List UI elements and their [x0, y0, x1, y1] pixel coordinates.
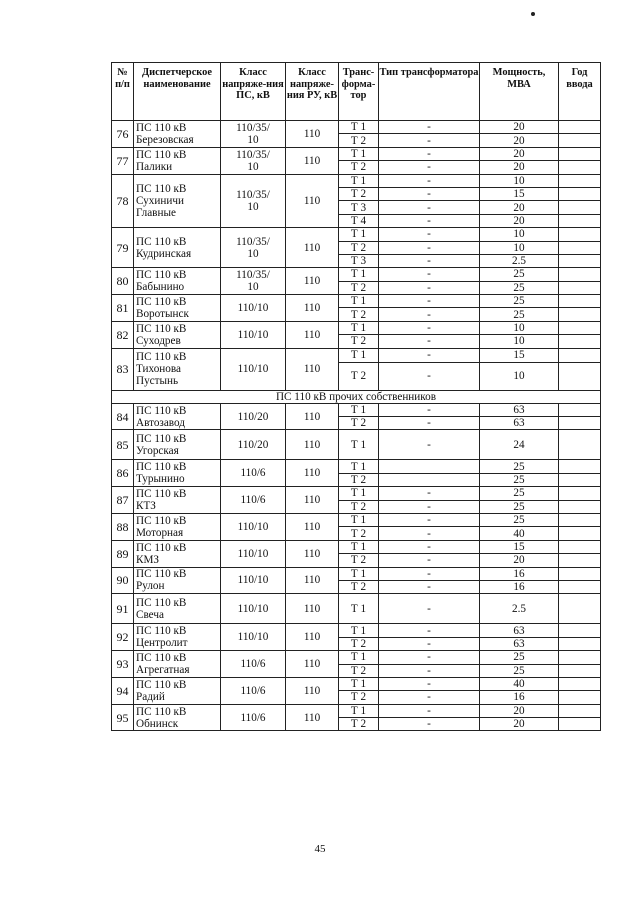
substation-table [111, 62, 601, 731]
power-mva: 25 [480, 664, 559, 677]
power-mva: 10 [480, 362, 559, 390]
transformer-type: - [379, 187, 480, 200]
header-year: Год ввода [559, 63, 601, 121]
table-row [112, 228, 601, 241]
ps-voltage-class: 110/10 [221, 513, 286, 540]
ru-voltage-class: 110 [286, 348, 339, 390]
row-number: 84 [112, 403, 134, 430]
transformer-id: Т 2 [339, 554, 379, 567]
table-row [112, 487, 601, 500]
substation-name: ПС 110 кВ Агрегатная [134, 651, 221, 678]
table-row [112, 704, 601, 717]
table-row [112, 403, 601, 416]
row-number: 83 [112, 348, 134, 390]
ps-voltage-class: 110/10 [221, 624, 286, 651]
ps-voltage-class: 110/35/ 10 [221, 147, 286, 174]
table-row [112, 677, 601, 690]
ru-voltage-class: 110 [286, 403, 339, 430]
commission-year [559, 637, 601, 650]
power-mva: 25 [480, 513, 559, 526]
row-number: 79 [112, 228, 134, 268]
ru-voltage-class: 110 [286, 513, 339, 540]
transformer-type: - [379, 624, 480, 637]
ps-voltage-class: 110/6 [221, 651, 286, 678]
transformer-type: - [379, 335, 480, 348]
transformer-id: Т 1 [339, 403, 379, 416]
transformer-id: Т 1 [339, 594, 379, 624]
transformer-type [379, 473, 480, 486]
transformer-id: Т 1 [339, 295, 379, 308]
transformer-type: - [379, 500, 480, 513]
transformer-id: Т 2 [339, 161, 379, 174]
power-mva: 63 [480, 624, 559, 637]
ru-voltage-class: 110 [286, 268, 339, 295]
transformer-id: Т 1 [339, 651, 379, 664]
transformer-id: Т 1 [339, 268, 379, 281]
commission-year [559, 308, 601, 321]
power-mva: 25 [480, 295, 559, 308]
transformer-id: Т 2 [339, 308, 379, 321]
power-mva: 16 [480, 567, 559, 580]
transformer-type: - [379, 540, 480, 553]
transformer-type: - [379, 362, 480, 390]
commission-year [559, 281, 601, 294]
ps-voltage-class: 110/10 [221, 321, 286, 348]
transformer-id: Т 1 [339, 460, 379, 473]
row-number: 81 [112, 295, 134, 322]
ps-voltage-class: 110/10 [221, 540, 286, 567]
ru-voltage-class: 110 [286, 677, 339, 704]
transformer-type: - [379, 567, 480, 580]
transformer-id: Т 2 [339, 335, 379, 348]
ps-voltage-class: 110/35/ 10 [221, 228, 286, 268]
transformer-type: - [379, 348, 480, 362]
transformer-type: - [379, 281, 480, 294]
ps-voltage-class: 110/20 [221, 430, 286, 460]
transformer-type: - [379, 487, 480, 500]
row-number: 76 [112, 121, 134, 148]
transformer-type [379, 460, 480, 473]
transformer-type: - [379, 637, 480, 650]
commission-year [559, 691, 601, 704]
ps-voltage-class: 110/35/ 10 [221, 268, 286, 295]
table-row [112, 268, 601, 281]
power-mva: 63 [480, 417, 559, 430]
commission-year [559, 214, 601, 227]
power-mva: 25 [480, 281, 559, 294]
table-row [112, 567, 601, 580]
ps-voltage-class: 110/10 [221, 594, 286, 624]
transformer-type: - [379, 201, 480, 214]
power-mva: 20 [480, 554, 559, 567]
commission-year [559, 321, 601, 334]
substation-name: ПС 110 кВ Радий [134, 677, 221, 704]
commission-year [559, 527, 601, 540]
power-mva: 63 [480, 403, 559, 416]
commission-year [559, 718, 601, 731]
transformer-type: - [379, 228, 480, 241]
power-mva: 25 [480, 651, 559, 664]
ps-voltage-class: 110/6 [221, 487, 286, 514]
header-name: Диспетчерское наименование [134, 63, 221, 121]
table-row [112, 594, 601, 624]
power-mva: 20 [480, 201, 559, 214]
substation-name: ПС 110 кВ Суходрев [134, 321, 221, 348]
commission-year [559, 174, 601, 187]
transformer-id: Т 2 [339, 241, 379, 254]
table-row [112, 460, 601, 473]
transformer-type: - [379, 241, 480, 254]
ps-voltage-class: 110/6 [221, 704, 286, 731]
row-number: 93 [112, 651, 134, 678]
ru-voltage-class: 110 [286, 321, 339, 348]
transformer-type: - [379, 321, 480, 334]
row-number: 88 [112, 513, 134, 540]
substation-name: ПС 110 кВ Обнинск [134, 704, 221, 731]
ru-voltage-class: 110 [286, 228, 339, 268]
power-mva: 40 [480, 527, 559, 540]
table-row [112, 624, 601, 637]
commission-year [559, 554, 601, 567]
power-mva: 20 [480, 704, 559, 717]
ps-voltage-class: 110/35/ 10 [221, 174, 286, 228]
header-power: Мощность, МВА [480, 63, 559, 121]
commission-year [559, 430, 601, 460]
commission-year [559, 540, 601, 553]
transformer-type: - [379, 704, 480, 717]
power-mva: 25 [480, 500, 559, 513]
transformer-id: Т 1 [339, 567, 379, 580]
commission-year [559, 473, 601, 486]
ps-voltage-class: 110/35/ 10 [221, 121, 286, 148]
row-number: 82 [112, 321, 134, 348]
transformer-id: Т 1 [339, 430, 379, 460]
row-number: 87 [112, 487, 134, 514]
substation-name: ПС 110 кВ Центролит [134, 624, 221, 651]
transformer-id: Т 4 [339, 214, 379, 227]
power-mva: 24 [480, 430, 559, 460]
transformer-type: - [379, 430, 480, 460]
commission-year [559, 664, 601, 677]
transformer-type: - [379, 161, 480, 174]
transformer-id: Т 2 [339, 527, 379, 540]
commission-year [559, 500, 601, 513]
row-number: 91 [112, 594, 134, 624]
commission-year [559, 335, 601, 348]
power-mva: 2.5 [480, 254, 559, 267]
row-number: 86 [112, 460, 134, 487]
transformer-id: Т 1 [339, 704, 379, 717]
power-mva: 25 [480, 308, 559, 321]
power-mva: 15 [480, 348, 559, 362]
transformer-id: Т 1 [339, 677, 379, 690]
power-mva: 10 [480, 174, 559, 187]
transformer-id: Т 2 [339, 691, 379, 704]
commission-year [559, 624, 601, 637]
ru-voltage-class: 110 [286, 540, 339, 567]
table-header-row [112, 63, 601, 121]
power-mva: 25 [480, 460, 559, 473]
transformer-type: - [379, 403, 480, 416]
ps-voltage-class: 110/10 [221, 348, 286, 390]
section-title: ПС 110 кВ прочих собственников [112, 390, 601, 403]
transformer-type: - [379, 594, 480, 624]
transformer-id: Т 2 [339, 417, 379, 430]
transformer-type: - [379, 174, 480, 187]
commission-year [559, 147, 601, 160]
transformer-id: Т 1 [339, 487, 379, 500]
header-ru-class: Класс напряже-ния РУ, кВ [286, 63, 339, 121]
transformer-type: - [379, 651, 480, 664]
transformer-id: Т 2 [339, 473, 379, 486]
commission-year [559, 241, 601, 254]
commission-year [559, 580, 601, 593]
row-number: 85 [112, 430, 134, 460]
commission-year [559, 704, 601, 717]
power-mva: 20 [480, 161, 559, 174]
table-row [112, 513, 601, 526]
header-type: Тип трансформатора [379, 63, 480, 121]
ru-voltage-class: 110 [286, 594, 339, 624]
transformer-type: - [379, 527, 480, 540]
ru-voltage-class: 110 [286, 651, 339, 678]
power-mva: 16 [480, 691, 559, 704]
transformer-type: - [379, 677, 480, 690]
power-mva: 10 [480, 335, 559, 348]
commission-year [559, 134, 601, 147]
transformer-type: - [379, 268, 480, 281]
transformer-id: Т 1 [339, 321, 379, 334]
substation-name: ПС 110 кВ Турынино [134, 460, 221, 487]
commission-year [559, 161, 601, 174]
ru-voltage-class: 110 [286, 121, 339, 148]
commission-year [559, 121, 601, 134]
power-mva: 63 [480, 637, 559, 650]
transformer-type: - [379, 214, 480, 227]
transformer-id: Т 2 [339, 580, 379, 593]
table-row [112, 321, 601, 334]
transformer-id: Т 1 [339, 147, 379, 160]
transformer-id: Т 2 [339, 362, 379, 390]
transformer-type: - [379, 554, 480, 567]
ru-voltage-class: 110 [286, 624, 339, 651]
transformer-type: - [379, 254, 480, 267]
transformer-id: Т 3 [339, 201, 379, 214]
substation-name: ПС 110 кВ Кудринская [134, 228, 221, 268]
ru-voltage-class: 110 [286, 174, 339, 228]
transformer-id: Т 1 [339, 174, 379, 187]
header-ps-class: Класс напряже-ния ПС, кВ [221, 63, 286, 121]
transformer-type: - [379, 513, 480, 526]
ru-voltage-class: 110 [286, 430, 339, 460]
power-mva: 15 [480, 187, 559, 200]
substation-name: ПС 110 кВ Воротынск [134, 295, 221, 322]
commission-year [559, 403, 601, 416]
commission-year [559, 268, 601, 281]
transformer-id: Т 1 [339, 540, 379, 553]
power-mva: 20 [480, 214, 559, 227]
ps-voltage-class: 110/6 [221, 677, 286, 704]
transformer-id: Т 1 [339, 513, 379, 526]
row-number: 77 [112, 147, 134, 174]
table-row [112, 430, 601, 460]
substation-name: ПС 110 кВ Тихонова Пустынь [134, 348, 221, 390]
power-mva: 15 [480, 540, 559, 553]
transformer-id: Т 2 [339, 664, 379, 677]
transformer-id: Т 2 [339, 187, 379, 200]
commission-year [559, 460, 601, 473]
commission-year [559, 187, 601, 200]
power-mva: 10 [480, 228, 559, 241]
row-number: 94 [112, 677, 134, 704]
table-row [112, 295, 601, 308]
power-mva: 2.5 [480, 594, 559, 624]
power-mva: 25 [480, 268, 559, 281]
ps-voltage-class: 110/6 [221, 460, 286, 487]
transformer-id: Т 1 [339, 624, 379, 637]
header-transformer: Транс-форма-тор [339, 63, 379, 121]
power-mva: 10 [480, 241, 559, 254]
power-mva: 20 [480, 134, 559, 147]
commission-year [559, 677, 601, 690]
ru-voltage-class: 110 [286, 295, 339, 322]
scan-dot [531, 12, 535, 16]
commission-year [559, 201, 601, 214]
table-section [112, 390, 601, 403]
header-num: № п/п [112, 63, 134, 121]
transformer-id: Т 2 [339, 281, 379, 294]
substation-name: ПС 110 кВ Угорская [134, 430, 221, 460]
row-number: 80 [112, 268, 134, 295]
substation-name: ПС 110 кВ Бабынино [134, 268, 221, 295]
power-mva: 25 [480, 473, 559, 486]
row-number: 89 [112, 540, 134, 567]
transformer-id: Т 3 [339, 254, 379, 267]
commission-year [559, 487, 601, 500]
ru-voltage-class: 110 [286, 147, 339, 174]
transformer-id: Т 2 [339, 637, 379, 650]
commission-year [559, 254, 601, 267]
row-number: 90 [112, 567, 134, 594]
substation-name: ПС 110 кВ Рулон [134, 567, 221, 594]
transformer-id: Т 2 [339, 134, 379, 147]
section-row [112, 390, 601, 403]
transformer-type: - [379, 121, 480, 134]
commission-year [559, 513, 601, 526]
transformer-type: - [379, 417, 480, 430]
ru-voltage-class: 110 [286, 460, 339, 487]
ru-voltage-class: 110 [286, 704, 339, 731]
table-body-other [112, 403, 601, 731]
substation-name: ПС 110 кВ Березовская [134, 121, 221, 148]
transformer-type: - [379, 691, 480, 704]
substation-name: ПС 110 кВ Палики [134, 147, 221, 174]
power-mva: 40 [480, 677, 559, 690]
ru-voltage-class: 110 [286, 487, 339, 514]
commission-year [559, 417, 601, 430]
substation-name: ПС 110 кВ Моторная [134, 513, 221, 540]
transformer-type: - [379, 718, 480, 731]
power-mva: 20 [480, 718, 559, 731]
ps-voltage-class: 110/10 [221, 295, 286, 322]
transformer-id: Т 2 [339, 500, 379, 513]
commission-year [559, 295, 601, 308]
ru-voltage-class: 110 [286, 567, 339, 594]
transformer-type: - [379, 295, 480, 308]
table-row [112, 121, 601, 134]
table-body-own [112, 121, 601, 391]
power-mva: 10 [480, 321, 559, 334]
commission-year [559, 594, 601, 624]
row-number: 78 [112, 174, 134, 228]
substation-name: ПС 110 кВ КМЗ [134, 540, 221, 567]
transformer-id: Т 1 [339, 121, 379, 134]
power-mva: 20 [480, 121, 559, 134]
transformer-type: - [379, 580, 480, 593]
transformer-type: - [379, 147, 480, 160]
power-mva: 16 [480, 580, 559, 593]
substation-name: ПС 110 кВ КТЗ [134, 487, 221, 514]
table-row [112, 348, 601, 362]
transformer-type: - [379, 134, 480, 147]
row-number: 95 [112, 704, 134, 731]
commission-year [559, 362, 601, 390]
commission-year [559, 651, 601, 664]
page-number: 45 [314, 843, 326, 855]
substation-name: ПС 110 кВ Свеча [134, 594, 221, 624]
row-number: 92 [112, 624, 134, 651]
ps-voltage-class: 110/10 [221, 567, 286, 594]
table-row [112, 174, 601, 187]
power-mva: 25 [480, 487, 559, 500]
table-row [112, 540, 601, 553]
commission-year [559, 228, 601, 241]
transformer-id: Т 1 [339, 228, 379, 241]
transformer-id: Т 1 [339, 348, 379, 362]
transformer-id: Т 2 [339, 718, 379, 731]
power-mva: 20 [480, 147, 559, 160]
table-row [112, 651, 601, 664]
transformer-type: - [379, 308, 480, 321]
substation-name: ПС 110 кВ Сухиничи Главные [134, 174, 221, 228]
transformer-type: - [379, 664, 480, 677]
commission-year [559, 348, 601, 362]
substation-name: ПС 110 кВ Автозавод [134, 403, 221, 430]
ps-voltage-class: 110/20 [221, 403, 286, 430]
table-row [112, 147, 601, 160]
commission-year [559, 567, 601, 580]
